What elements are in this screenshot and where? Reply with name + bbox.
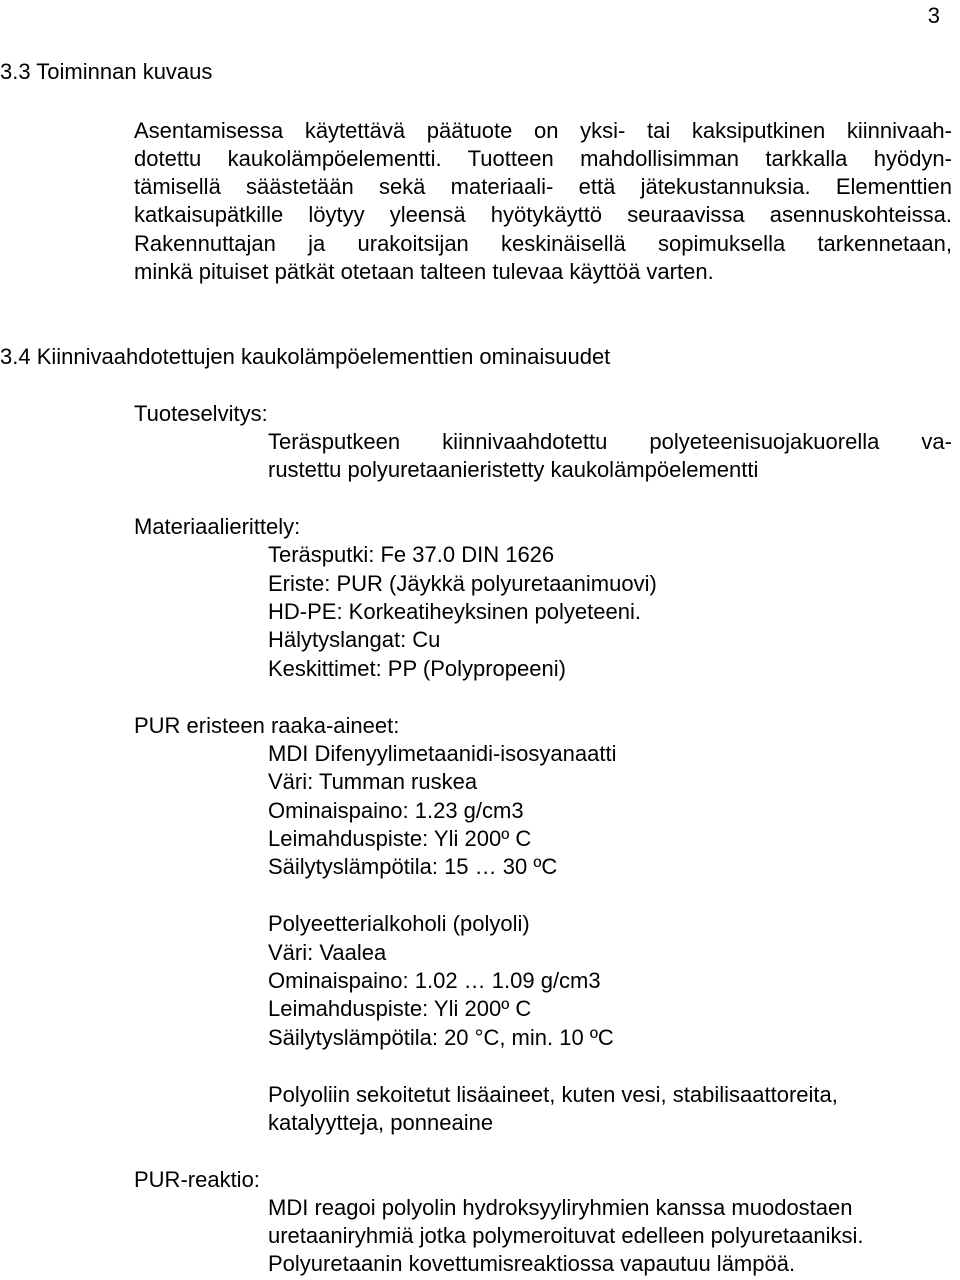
material-item: Teräsputki: Fe 37.0 DIN 1626 <box>268 542 555 567</box>
page-number: 3 <box>927 3 940 28</box>
polyoli-item: Leimahduspiste: Yli 200º C <box>268 996 532 1021</box>
pur-reaktio-label: PUR-reaktio: <box>134 1167 260 1192</box>
lisaaineet-line: Polyoliin sekoitetut lisäaineet, kuten vesi, stabilisaattoreita, <box>268 1082 838 1107</box>
mdi-item: Väri: Tumman ruskea <box>268 769 478 794</box>
section-heading-3-4: 3.4 Kiinnivaahdotettujen kaukolämpöelementtien ominaisuudet <box>0 344 611 369</box>
material-item: Hälytyslangat: Cu <box>268 627 441 652</box>
mdi-item: Ominaispaino: 1.23 g/cm3 <box>268 798 524 823</box>
paragraph-line: dotettu kaukolämpöelementti. Tuotteen mahdollisimman tarkkalla hyödyn- <box>134 146 952 171</box>
pur-reaktio-line: Polyuretaanin kovettumisreaktiossa vapautuu lämpöä. <box>268 1251 796 1276</box>
pur-reaktio-line: uretaaniryhmiä jotka polymeroituvat edelleen polyuretaaniksi. <box>268 1223 864 1248</box>
material-item: Keskittimet: PP (Polypropeeni) <box>268 656 566 681</box>
mdi-item: MDI Difenyylimetaanidi-isosyanaatti <box>268 741 617 766</box>
paragraph-line: katkaisupätkille löytyy yleensä hyötykäyttö seuraavissa asennuskohteissa. <box>134 202 952 227</box>
mdi-item: Leimahduspiste: Yli 200º C <box>268 826 532 851</box>
polyoli-item: Polyeetterialkoholi (polyoli) <box>268 911 530 936</box>
mdi-item: Säilytyslämpötila: 15 … 30 ºC <box>268 854 558 879</box>
polyoli-item: Väri: Vaalea <box>268 940 387 965</box>
polyoli-item: Säilytyslämpötila: 20 °C, min. 10 ºC <box>268 1025 614 1050</box>
pur-raaka-aineet-label: PUR eristeen raaka-aineet: <box>134 713 400 738</box>
materiaalierittely-label: Materiaalierittely: <box>134 514 301 539</box>
material-item: HD-PE: Korkeatiheyksinen polyeteeni. <box>268 599 641 624</box>
paragraph-line: minkä pituiset pätkät otetaan talteen tulevaa käyttöä varten. <box>134 259 714 284</box>
tuoteselvitys-line: Teräsputkeen kiinnivaahdotettu polyeteenisuojakuorella va- <box>268 429 952 454</box>
polyoli-item: Ominaispaino: 1.02 … 1.09 g/cm3 <box>268 968 601 993</box>
paragraph-line: tämisellä säästetään sekä materiaali- että jätekustannuksia. Elementtien <box>134 174 952 199</box>
material-item: Eriste: PUR (Jäykkä polyuretaanimuovi) <box>268 571 657 596</box>
tuoteselvitys-line: rustettu polyuretaanieristetty kaukolämpöelementti <box>268 457 759 482</box>
section-heading-3-3: 3.3 Toiminnan kuvaus <box>0 59 213 84</box>
tuoteselvitys-label: Tuoteselvitys: <box>134 401 268 426</box>
pur-reaktio-line: MDI reagoi polyolin hydroksyyliryhmien kanssa muodostaen <box>268 1195 853 1220</box>
lisaaineet-line: katalyytteja, ponneaine <box>268 1110 494 1135</box>
paragraph-line: Asentamisessa käytettävä päätuote on yksi- tai kaksiputkinen kiinnivaah- <box>134 118 952 143</box>
paragraph-line: Rakennuttajan ja urakoitsijan keskinäisellä sopimuksella tarkennetaan, <box>134 231 952 256</box>
